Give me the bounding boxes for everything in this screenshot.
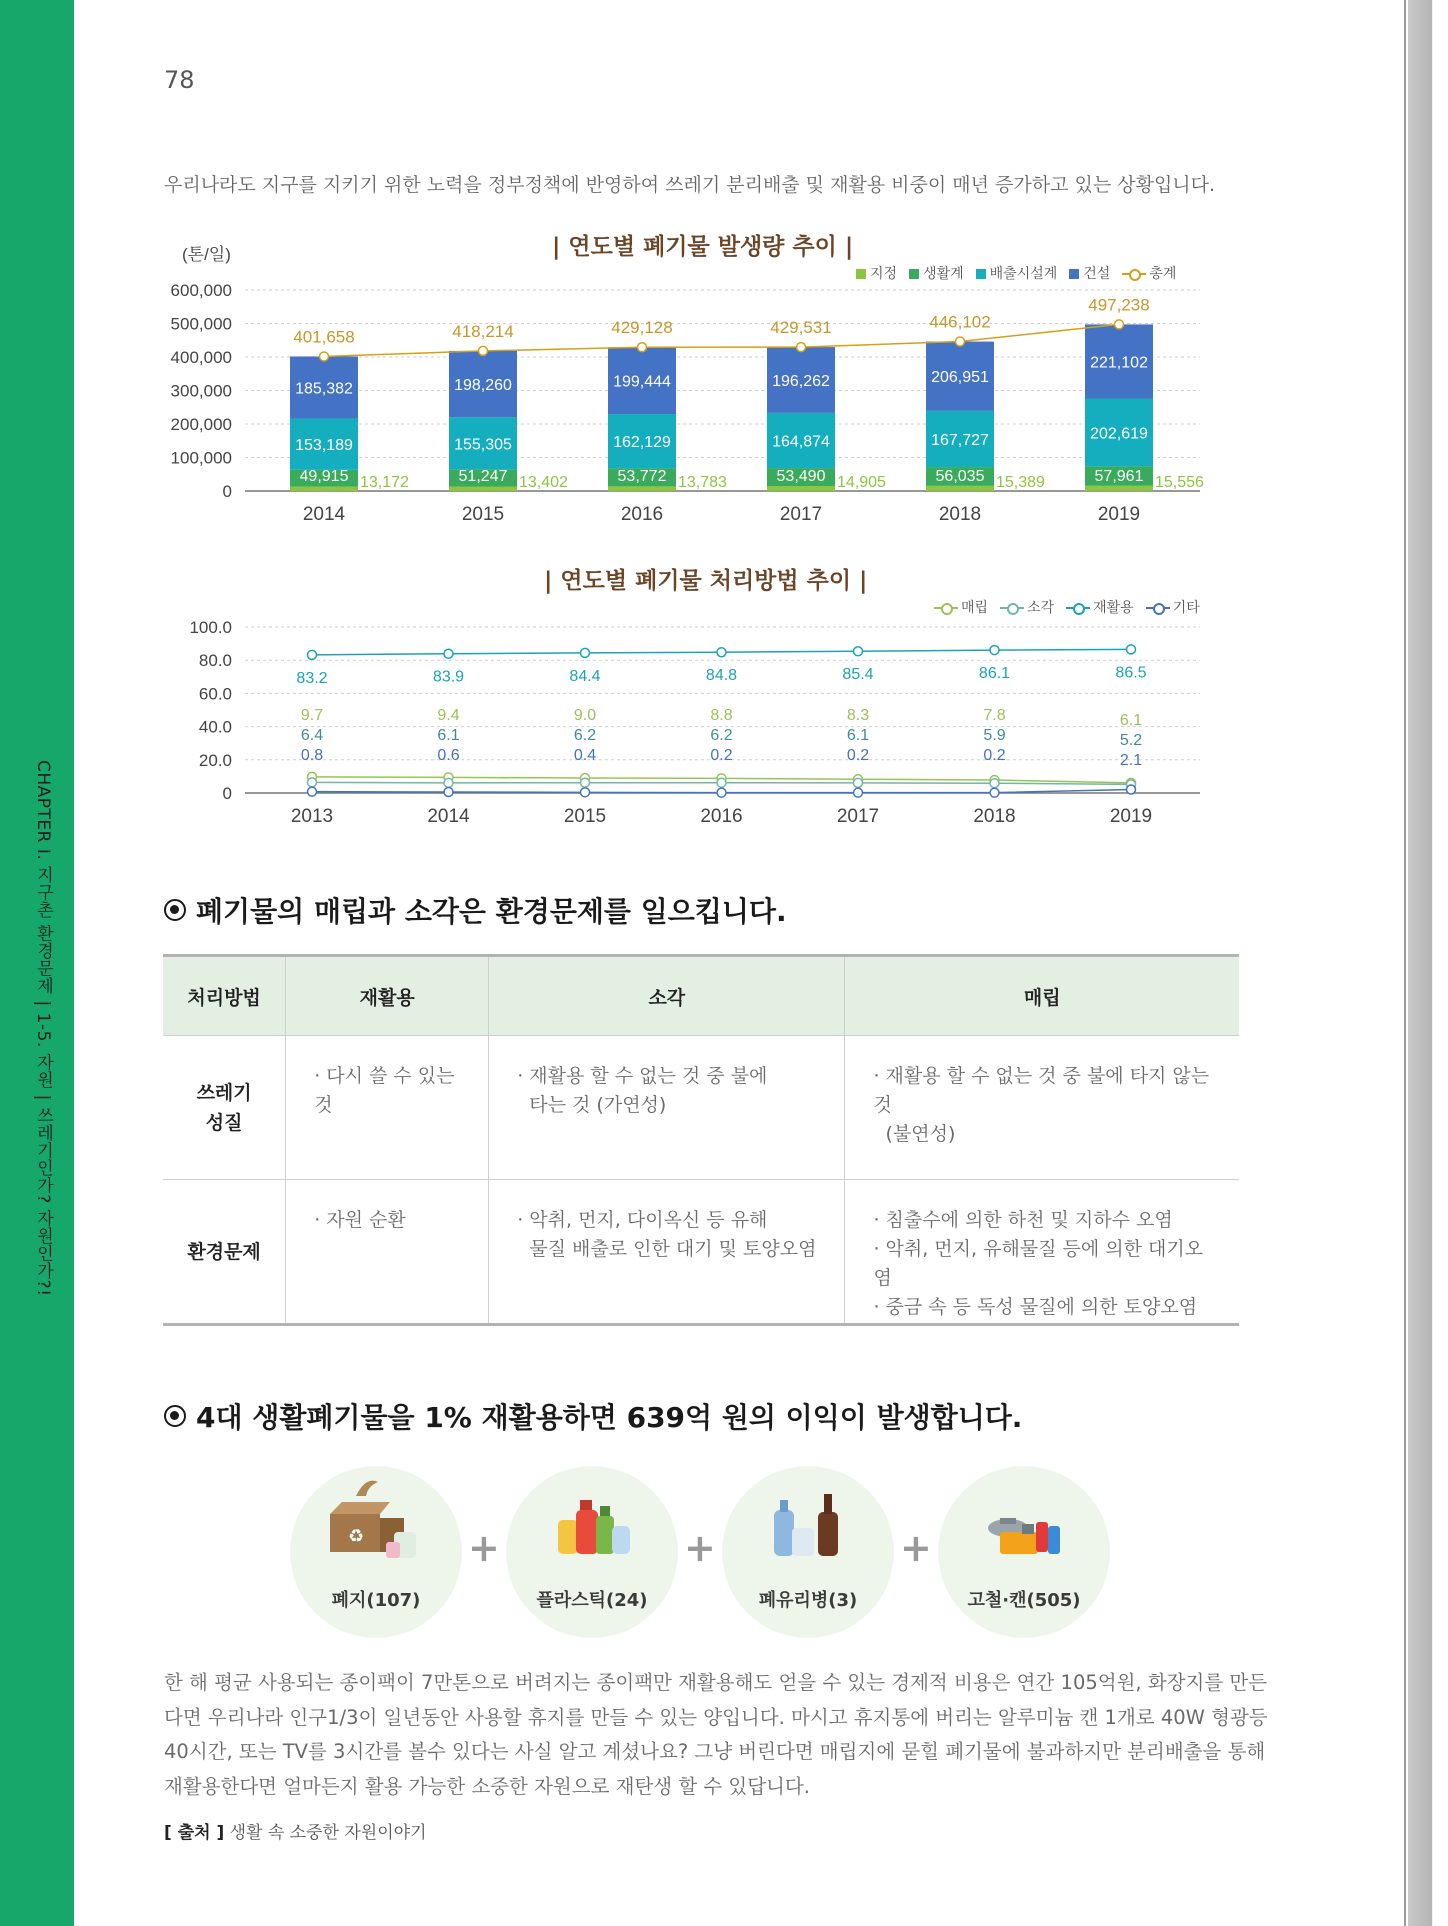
series-point	[444, 649, 453, 658]
legend-label: 기타	[1172, 600, 1200, 616]
recyclable-metal	[938, 1466, 1110, 1638]
x-tick-label: 2014	[427, 806, 470, 827]
data-label-landfill: 6.1	[1119, 712, 1143, 729]
data-label-geonseol: 206,951	[931, 369, 989, 387]
data-label-incineration: 6.2	[573, 727, 597, 744]
x-tick-label: 2018	[938, 504, 982, 525]
data-label-jijeong: 14,905	[837, 474, 886, 491]
y-tick-label: 100.0	[189, 618, 232, 637]
total-point	[320, 352, 329, 361]
cell-line: 물질 배출로 인한 대기 및 토양오염	[517, 1238, 817, 1260]
x-tick-label: 2016	[700, 806, 743, 827]
waste-treatment-chart	[140, 604, 1220, 834]
cell-line: 타는 것 (가연성)	[517, 1094, 667, 1116]
data-label-other: 0.4	[573, 747, 597, 764]
data-label-recycling: 85.4	[842, 666, 874, 684]
paragraph-line: 40시간, 또는 TV를 3시간를 볼수 있다는 사실 알고 계셨나요? 그냥 버린다면 매립지에 묻힐 폐기물에 불과하지만 분리배출을 통해	[164, 1740, 1266, 1763]
data-label-total: 446,102	[929, 312, 991, 332]
chart1-title: | 연도별 폐기물 발생량 추이 |	[552, 234, 854, 260]
paragraph-line: 한 해 평균 사용되는 종이팩이 7만톤으로 버려지는 종이팩만 재활용해도 얻을 수 있는 경제적 비용은 연간 105억원, 화장지를 만든	[164, 1671, 1268, 1694]
row-head-env-problem	[163, 1180, 286, 1325]
data-label-jijeong: 13,172	[360, 474, 409, 491]
data-label-landfill: 8.3	[846, 707, 870, 724]
data-label-geonseol: 199,444	[613, 373, 671, 391]
recyclable-label: 고철·캔(505)	[967, 1590, 1081, 1611]
data-label-geonseol: 221,102	[1090, 354, 1148, 372]
data-label-landfill: 9.4	[437, 707, 460, 724]
cell-landfill-property	[845, 1036, 1239, 1180]
series-point	[581, 778, 590, 787]
cell-line: · 악취, 먼지, 유해물질 등에 의한 대기오염	[873, 1238, 1204, 1289]
data-label-other: 2.1	[1119, 752, 1143, 769]
series-point	[1127, 785, 1136, 794]
total-point	[479, 346, 488, 355]
cell-recycle-problem	[286, 1180, 489, 1325]
metal-cans-icon	[938, 1466, 1110, 1586]
row-head-line: 환경문제	[187, 1240, 261, 1263]
x-tick-label: 2013	[290, 806, 334, 827]
y-tick-label: 500,000	[170, 314, 232, 334]
bar-segment-0	[608, 486, 676, 491]
data-label-landfill: 8.8	[710, 707, 733, 724]
legend-label: 건설	[1083, 266, 1111, 282]
recyclable-plastic	[506, 1466, 678, 1638]
paragraph-line: 다면 우리나라 인구1/3이 일년동안 사용할 휴지를 만들 수 있는 양입니다. 마시고 휴지통에 버리는 알루미늄 캔 1개로 40W 형광등	[164, 1705, 1268, 1729]
data-label-jijeong: 13,402	[519, 474, 568, 491]
series-point	[581, 648, 590, 657]
table-header-method: 처리방법	[163, 956, 286, 1036]
y-tick-label: 600,000	[170, 281, 232, 300]
x-tick-label: 2014	[302, 504, 346, 525]
table-header-landfill: 매립	[845, 956, 1239, 1036]
data-label-baechul: 167,727	[931, 431, 989, 449]
data-label-jijeong: 15,389	[996, 474, 1045, 491]
source-label: [ 출처 ]	[164, 1823, 225, 1843]
y-axis-unit: (톤/일)	[182, 245, 231, 264]
intro-text: 우리나라도 지구를 지키기 위한 노력을 정부정책에 반영하여 쓰레기 분리배출 및 재활용 비중이 매년 증가하고 있는 상황입니다.	[164, 174, 1216, 196]
series-point	[990, 646, 999, 655]
recyclable-glass	[722, 1466, 894, 1638]
table-header-row	[163, 956, 1239, 1036]
data-label-geonseol: 198,260	[454, 377, 512, 395]
recyclable-label: 폐지(107)	[331, 1590, 421, 1611]
y-tick-label: 0	[222, 482, 232, 501]
data-label-total: 429,531	[770, 318, 832, 338]
x-tick-label: 2019	[1109, 806, 1153, 827]
table-header-recycle: 재활용	[286, 956, 489, 1036]
y-tick-label: 100,000	[170, 448, 232, 468]
y-tick-label: 300,000	[170, 381, 232, 401]
total-point	[638, 343, 647, 352]
data-label-total: 401,658	[293, 327, 355, 347]
row-head-property	[163, 1036, 286, 1180]
x-tick-label: 2015	[563, 806, 607, 827]
bar-segment-0	[290, 487, 358, 491]
cell-line: · 재활용 할 수 없는 것 중 불에	[517, 1065, 768, 1087]
section2-heading	[164, 1396, 1022, 1436]
data-label-geonseol: 196,262	[772, 372, 830, 390]
series-point	[717, 648, 726, 657]
series-point	[717, 778, 726, 787]
x-tick-label: 2019	[1097, 504, 1141, 525]
data-label-baechul: 155,305	[454, 436, 512, 454]
series-point	[854, 788, 863, 797]
data-label-total: 429,128	[611, 318, 673, 338]
data-label-jijeong: 15,556	[1155, 474, 1204, 491]
series-point	[717, 788, 726, 797]
cell-line: · 악취, 먼지, 다이옥신 등 유해	[517, 1209, 768, 1231]
recyclable-label: 플라스틱(24)	[536, 1590, 648, 1611]
row-head-line: 쓰레기	[196, 1081, 252, 1104]
total-point	[797, 343, 806, 352]
x-tick-label: 2017	[779, 504, 823, 525]
series-point	[444, 788, 453, 797]
cell-recycle-property	[286, 1036, 489, 1180]
table-row	[163, 1036, 1239, 1180]
section2-heading-text: 4대 생활폐기물을 1% 재활용하면 639억 원의 이익이 발생합니다.	[196, 1401, 1023, 1434]
series-point	[854, 778, 863, 787]
page-edge	[1408, 0, 1448, 1926]
x-tick-label: 2018	[973, 806, 1016, 827]
series-point	[581, 788, 590, 797]
y-tick-label: 80.0	[198, 651, 232, 671]
data-label-recycling: 86.1	[978, 665, 1011, 683]
data-label-geonseol: 185,382	[295, 380, 353, 398]
recyclables-row	[290, 1466, 1120, 1642]
x-tick-label: 2017	[836, 806, 880, 827]
data-label-baechul: 164,874	[772, 433, 830, 451]
y-tick-label: 200,000	[170, 415, 232, 434]
series-point	[854, 647, 863, 656]
data-label-saenghwal: 56,035	[935, 468, 985, 485]
legend-label: 매립	[961, 600, 989, 616]
y-tick-label: 0	[222, 784, 232, 803]
data-label-baechul: 202,619	[1090, 425, 1148, 443]
paper-box-icon	[290, 1466, 462, 1586]
data-label-other: 0.2	[983, 747, 1006, 764]
cell-line: · 중금 속 등 독성 물질에 의한 토양오염	[873, 1296, 1198, 1318]
series-point	[444, 778, 453, 787]
legend-label: 재활용	[1093, 600, 1134, 616]
y-tick-label: 40.0	[198, 717, 232, 737]
recyclable-label: 폐유리병(3)	[758, 1590, 858, 1611]
cell-incinerate-property	[489, 1036, 845, 1180]
treatment-comparison-table	[163, 954, 1239, 1326]
data-label-saenghwal: 51,247	[458, 468, 508, 485]
row-head-line: 성질	[205, 1111, 243, 1134]
legend-label: 생활계	[923, 266, 964, 282]
data-label-baechul: 162,129	[613, 434, 671, 452]
chapter-side-bar	[0, 0, 74, 1926]
page-number: 78	[164, 66, 195, 94]
cell-line: · 자원 순환	[314, 1209, 406, 1231]
legend-label: 지정	[870, 266, 898, 282]
data-label-other: 0.6	[437, 747, 460, 764]
source-citation	[164, 1818, 427, 1843]
legend-label: 총계	[1149, 266, 1177, 282]
waste-generation-chart	[140, 240, 1220, 530]
plastic-bottles-icon	[506, 1466, 678, 1586]
series-point	[1127, 645, 1136, 654]
data-label-incineration: 6.2	[710, 727, 733, 744]
data-label-jijeong: 13,783	[678, 474, 727, 491]
data-label-total: 497,238	[1088, 295, 1150, 315]
data-label-saenghwal: 53,772	[617, 468, 667, 485]
recyclable-paper	[290, 1466, 462, 1638]
bar-segment-0	[767, 486, 835, 491]
data-label-other: 0.8	[300, 747, 324, 764]
data-label-incineration: 6.1	[437, 727, 460, 744]
cell-landfill-problem	[845, 1180, 1239, 1325]
data-label-recycling: 83.2	[296, 669, 328, 687]
data-label-landfill: 9.0	[573, 707, 597, 724]
data-label-incineration: 5.9	[983, 727, 1006, 744]
cell-line: (불연성)	[873, 1123, 956, 1145]
bar-segment-0	[1085, 486, 1153, 491]
total-point	[956, 337, 965, 346]
data-label-recycling: 84.8	[705, 667, 738, 685]
data-label-landfill: 7.8	[983, 707, 1006, 724]
body-paragraph	[164, 1666, 1268, 1804]
data-label-recycling: 84.4	[569, 667, 601, 685]
x-tick-label: 2015	[461, 504, 505, 525]
data-label-saenghwal: 49,915	[299, 468, 349, 485]
data-label-other: 0.2	[710, 747, 733, 764]
cell-line: · 재활용 할 수 없는 것 중 불에 타지 않는 것	[873, 1065, 1210, 1116]
series-point	[308, 778, 317, 787]
cell-line: · 다시 쓸 수 있는 것	[314, 1065, 455, 1116]
y-tick-label: 60.0	[198, 684, 232, 704]
y-tick-label: 20.0	[198, 750, 232, 770]
cell-incinerate-problem	[489, 1180, 845, 1325]
data-label-recycling: 86.5	[1115, 664, 1147, 682]
series-point	[308, 650, 317, 659]
cell-line: · 침출수에 의한 하천 및 지하수 오염	[873, 1209, 1173, 1231]
data-label-other: 0.2	[846, 747, 870, 764]
table-row	[163, 1180, 1239, 1325]
source-text: 생활 속 소중한 자원이야기	[224, 1823, 427, 1843]
bar-segment-0	[926, 486, 994, 491]
plus-sign: +	[900, 1526, 932, 1570]
legend-label: 소각	[1027, 600, 1055, 616]
data-label-incineration: 5.2	[1119, 732, 1143, 749]
chart2-title: | 연도별 폐기물 처리방법 추이 |	[544, 568, 868, 594]
target-bullet-icon	[164, 1405, 186, 1427]
chapter-label: CHAPTER I. 지구촌 환경문제 | 1-5. 자원 | 쓰레기인가? 자원인가?!	[33, 760, 53, 1297]
series-point	[990, 779, 999, 788]
page-edge-line	[1404, 0, 1406, 1926]
paragraph-line: 재활용한다면 얼마든지 활용 가능한 소중한 자원으로 재탄생 할 수 있답니다.	[164, 1774, 810, 1798]
plus-sign: +	[684, 1526, 716, 1570]
svg-text:♻: ♻	[348, 1526, 365, 1546]
series-point	[990, 788, 999, 797]
series-point	[308, 787, 317, 796]
glass-bottles-icon	[722, 1466, 894, 1586]
table-header-incinerate: 소각	[489, 956, 845, 1036]
data-label-saenghwal: 57,961	[1094, 468, 1144, 485]
section1-heading-text: 폐기물의 매립과 소각은 환경문제를 일으킵니다.	[196, 895, 787, 928]
section1-heading	[164, 890, 787, 930]
x-tick-label: 2016	[620, 504, 664, 525]
data-label-recycling: 83.9	[432, 668, 465, 686]
bar-segment-0	[449, 487, 517, 491]
y-tick-label: 400,000	[170, 348, 232, 367]
data-label-landfill: 9.7	[300, 707, 324, 724]
plus-sign: +	[468, 1526, 500, 1570]
total-point	[1115, 320, 1124, 329]
data-label-saenghwal: 53,490	[776, 468, 826, 485]
data-label-incineration: 6.1	[846, 727, 870, 744]
legend-label: 배출시설계	[989, 266, 1058, 282]
data-label-baechul: 153,189	[295, 437, 353, 455]
target-bullet-icon	[164, 899, 186, 921]
data-label-incineration: 6.4	[300, 727, 324, 744]
data-label-total: 418,214	[452, 321, 514, 341]
